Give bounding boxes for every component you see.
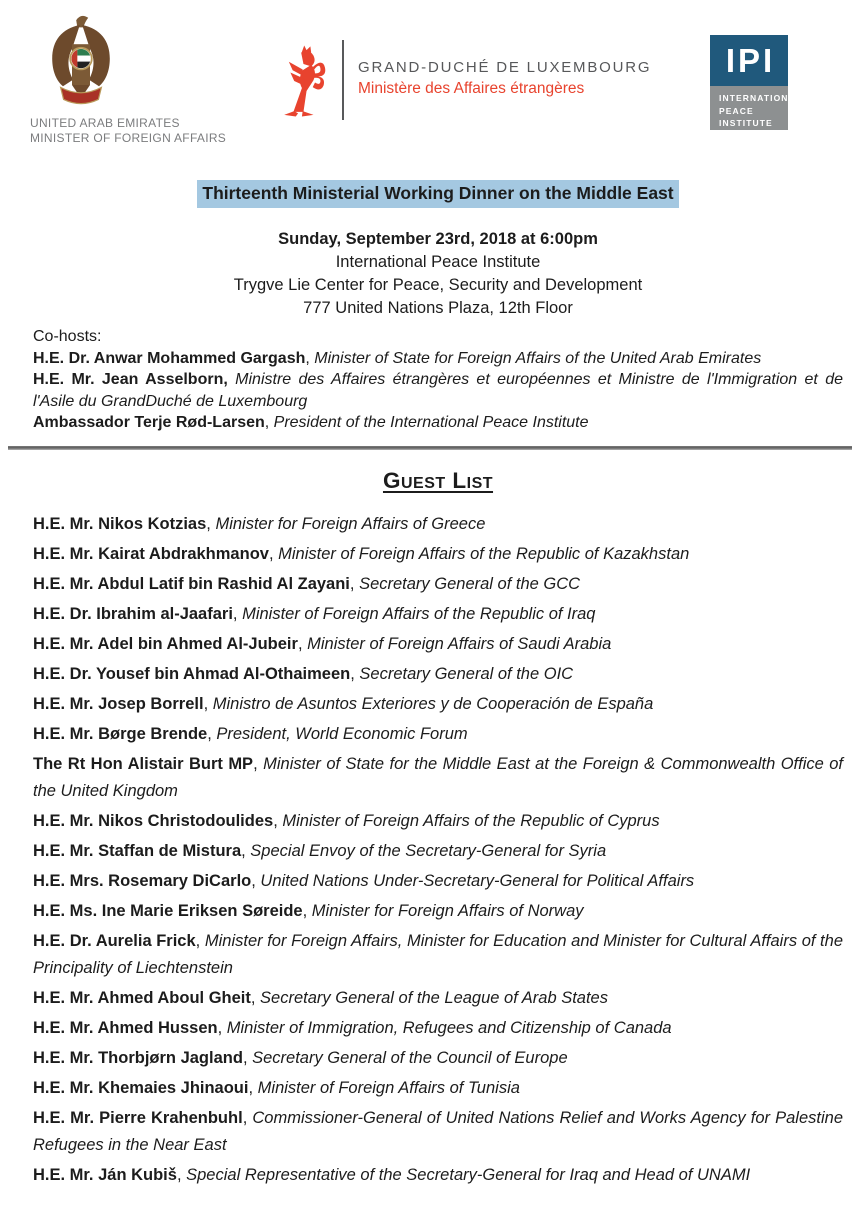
name-title-separator: , xyxy=(176,1165,187,1184)
name-title-separator: , xyxy=(242,1048,253,1067)
name-title-separator: , xyxy=(253,754,264,773)
person-name: The Rt Hon Alistair Burt MP xyxy=(33,754,254,773)
title-row xyxy=(33,180,843,208)
person-name: H.E. Mr. Adel bin Ahmed Al-Jubeir xyxy=(33,634,298,653)
guest-entry xyxy=(33,1045,843,1072)
name-title-separator: , xyxy=(195,931,205,950)
event-venue-line2: Trygve Lie Center for Peace, Security and Development xyxy=(233,276,643,294)
ipi-logo-caption xyxy=(710,86,803,130)
cohosts-label: Co-hosts: xyxy=(33,328,102,345)
ipi-logo xyxy=(710,35,803,130)
uae-logo-caption xyxy=(30,116,226,146)
person-title: President, World Economic Forum xyxy=(216,724,468,743)
guest-entry xyxy=(33,661,843,688)
person-title: Minister of State for the Middle East at the Foreign & Commonwealth Office of the United Kingdom xyxy=(33,754,844,800)
person-title: Minister of State for Foreign Affairs of the United Arab Emirates xyxy=(314,349,762,367)
event-details xyxy=(33,228,843,320)
person-name: H.E. Mrs. Rosemary DiCarlo xyxy=(33,871,252,890)
person-title: Secretary General of the GCC xyxy=(359,574,581,593)
person-title: Special Envoy of the Secretary-General for Syria xyxy=(250,841,607,860)
person-name: H.E. Mr. Thorbjørn Jagland xyxy=(33,1048,243,1067)
person-title: Minister of Foreign Affairs of Saudi Arabia xyxy=(307,634,612,653)
guest-entry xyxy=(33,868,843,895)
luxembourg-lion-icon xyxy=(281,44,329,118)
person-title: Secretary General of the League of Arab States xyxy=(260,988,608,1007)
person-name: Ambassador Terje Rød-Larsen xyxy=(33,414,265,431)
luxembourg-ministry-line1: GRAND-DUCHÉ DE LUXEMBOURG xyxy=(358,59,652,76)
guest-entry xyxy=(33,601,843,628)
name-title-separator: , xyxy=(251,871,261,890)
person-name: H.E. Mr. Pierre Krahenbuhl xyxy=(33,1108,243,1127)
person-name: H.E. Mr. Abdul Latif bin Rashid Al Zayani xyxy=(33,574,350,593)
guest-entry xyxy=(33,1162,843,1189)
luxembourg-logo xyxy=(281,44,329,123)
luxembourg-logo-text xyxy=(358,57,651,98)
person-name: H.E. Dr. Aurelia Frick xyxy=(33,931,196,950)
guest-entry xyxy=(33,838,843,865)
guest-entry xyxy=(33,541,843,568)
person-name: H.E. Mr. Ahmed Aboul Gheit xyxy=(33,988,251,1007)
guest-entry xyxy=(33,511,843,538)
ipi-caption-line3: INSTITUTE xyxy=(719,118,773,128)
name-title-separator: , xyxy=(206,514,216,533)
guest-entry xyxy=(33,691,843,718)
event-datetime: Sunday, September 23rd, 2018 at 6:00pm xyxy=(278,230,598,248)
luxembourg-ministry-line2: Ministère des Affaires étrangères xyxy=(358,80,585,97)
person-name: H.E. Mr. Josep Borrell xyxy=(33,694,204,713)
person-title: Ministro de Asuntos Exteriores y de Cooperación de España xyxy=(212,694,654,713)
person-title: Minister of Immigration, Refugees and Citizenship of Canada xyxy=(226,1018,672,1037)
uae-caption-line1: UNITED ARAB EMIRATES xyxy=(30,116,180,130)
person-title: United Nations Under-Secretary-General for Political Affairs xyxy=(260,871,695,890)
guest-entry xyxy=(33,631,843,658)
person-title: Minister of Foreign Affairs of the Republic of Cyprus xyxy=(282,811,660,830)
name-title-separator: , xyxy=(305,349,315,367)
event-venue-line1: International Peace Institute xyxy=(335,253,541,271)
person-title: Minister of Foreign Affairs of the Republic of Iraq xyxy=(242,604,596,623)
name-title-separator: , xyxy=(248,1078,258,1097)
person-name: H.E. Ms. Ine Marie Eriksen Søreide xyxy=(33,901,303,920)
name-title-separator: , xyxy=(302,901,312,920)
name-title-separator: , xyxy=(268,544,279,563)
person-name: H.E. Mr. Staffan de Mistura xyxy=(33,841,242,860)
guest-entry xyxy=(33,1015,843,1042)
name-title-separator: , xyxy=(241,841,251,860)
guest-entry xyxy=(33,985,843,1012)
name-title-separator: , xyxy=(350,664,360,683)
guest-entry xyxy=(33,721,843,748)
guest-entry xyxy=(33,898,843,925)
guest-list xyxy=(33,511,843,1189)
person-name: H.E. Mr. Ján Kubiš xyxy=(33,1165,177,1184)
guest-entry xyxy=(33,808,843,835)
person-title: Secretary General of the OIC xyxy=(359,664,574,683)
person-title: Secretary General of the Council of Europe xyxy=(252,1048,568,1067)
guest-entry xyxy=(33,1075,843,1102)
guest-entry xyxy=(33,571,843,598)
guest-entry xyxy=(33,751,843,805)
cohost-entry xyxy=(33,369,843,412)
guest-entry xyxy=(33,1105,843,1159)
person-name: H.E. Mr. Børge Brende xyxy=(33,724,208,743)
person-name: H.E. Mr. Ahmed Hussen xyxy=(33,1018,218,1037)
uae-mofa-logo xyxy=(45,10,117,117)
event-venue-line3: 777 United Nations Plaza, 12th Floor xyxy=(303,299,573,317)
name-title-separator: , xyxy=(349,574,360,593)
person-title: Minister of Foreign Affairs of the Republic of Kazakhstan xyxy=(278,544,690,563)
cohosts-section xyxy=(33,326,843,434)
person-name: H.E. Mr. Nikos Christodoulides xyxy=(33,811,274,830)
name-title-separator: , xyxy=(242,1108,253,1127)
name-title-separator: , xyxy=(264,414,274,431)
person-title: President of the International Peace Institute xyxy=(273,414,589,431)
name-title-separator: , xyxy=(232,604,243,623)
person-name: H.E. Mr. Nikos Kotzias xyxy=(33,514,207,533)
person-name: H.E. Mr. Khemaies Jhinaoui xyxy=(33,1078,249,1097)
section-divider xyxy=(8,446,852,450)
guest-entry xyxy=(33,928,843,982)
ipi-caption-line1: INTERNATIONAL xyxy=(719,93,803,103)
guest-list-heading: Guest List xyxy=(382,467,494,493)
person-title: Ministre des Affaires étrangères et européennes et Ministre de l'Immigration et de l'Asile du GrandDuché de Luxembourg xyxy=(33,371,844,410)
person-title: Minister for Foreign Affairs, Minister for Education and Minister for Cultural Affairs of the Principality of Liechtenstein xyxy=(33,931,843,977)
person-title: Commissioner-General of United Nations Relief and Works Agency for Palestine Refugees in the Near East xyxy=(33,1108,844,1154)
person-title: Minister for Foreign Affairs of Greece xyxy=(215,514,486,533)
name-title-separator: , xyxy=(297,634,308,653)
person-title: Special Representative of the Secretary-General for Iraq and Head of UNAMI xyxy=(186,1165,751,1184)
cohosts-list xyxy=(33,348,843,434)
person-name: H.E. Dr. Ibrahim al-Jaafari xyxy=(33,604,233,623)
cohost-entry xyxy=(33,412,843,434)
ipi-caption-line2: PEACE xyxy=(719,105,754,116)
person-name: H.E. Dr. Yousef bin Ahmad Al-Othaimeen xyxy=(33,664,351,683)
name-title-separator: , xyxy=(203,694,213,713)
uae-caption-line2: MINISTER OF FOREIGN AFFAIRS xyxy=(30,131,227,145)
luxembourg-logo-divider xyxy=(342,40,344,120)
event-title: Thirteenth Ministerial Working Dinner on the Middle East xyxy=(197,180,678,208)
person-name: H.E. Mr. Jean Asselborn, xyxy=(33,371,228,388)
ipi-acronym: IPI xyxy=(710,35,788,86)
name-title-separator: , xyxy=(217,1018,227,1037)
person-name: H.E. Dr. Anwar Mohammed Gargash xyxy=(33,349,306,367)
person-title: Minister for Foreign Affairs of Norway xyxy=(311,901,584,920)
name-title-separator: , xyxy=(273,811,283,830)
person-name: H.E. Mr. Kairat Abdrakhmanov xyxy=(33,544,269,563)
uae-falcon-emblem-icon xyxy=(45,10,117,112)
name-title-separator: , xyxy=(207,724,217,743)
cohost-entry xyxy=(33,348,843,370)
name-title-separator: , xyxy=(250,988,261,1007)
person-title: Minister of Foreign Affairs of Tunisia xyxy=(257,1078,520,1097)
